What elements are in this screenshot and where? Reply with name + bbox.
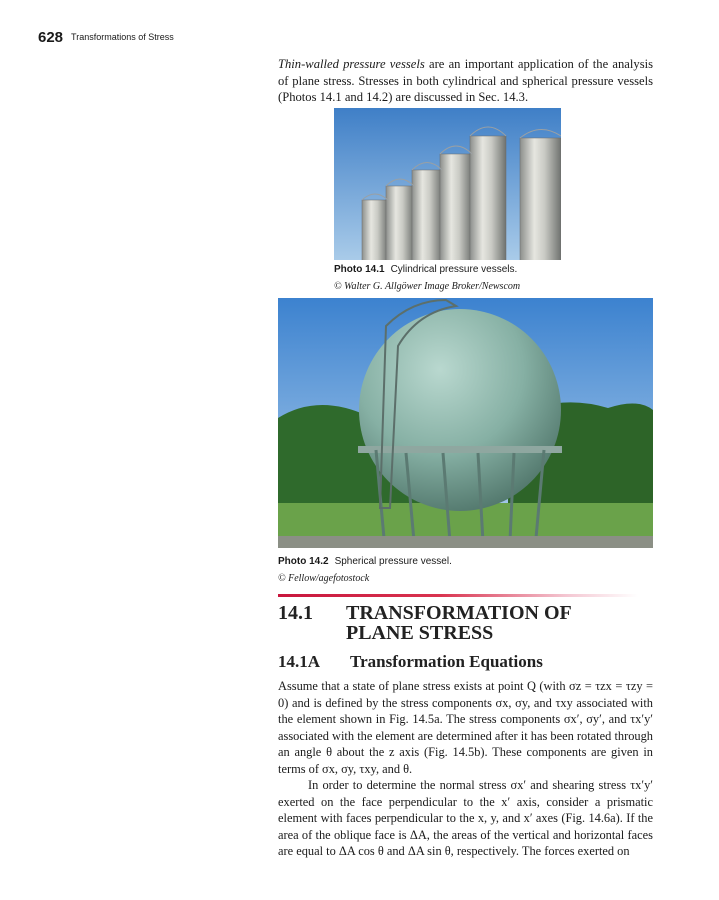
- subsection-number: 14.1A: [278, 652, 321, 671]
- section-title-line1: TRANSFORMATION OF: [346, 602, 572, 624]
- photo1-credit: © Walter G. Allgöwer Image Broker/Newscom: [334, 281, 521, 292]
- intro-italic-term: Thin-walled pressure vessels: [278, 57, 425, 71]
- running-title: Transformations of Stress: [71, 32, 174, 42]
- photo2-credit: © Fellow/agefotostock: [278, 573, 370, 584]
- body-paragraph: Assume that a state of plane stress exists at point Q (with σz = τzx = τzy = 0) and is defined by the stress components σx, σy, and τxy associated with the element shown in Fig. 14.5a. The stress components σx′, σy′, and τx′y′ associated with the element are determined after it has been rotated through an angle θ about the z axis (Fig. 14.5b). These components are given in terms of σx, σy, τxy, and θ.: [278, 679, 653, 776]
- photo-spherical-vessel: [278, 298, 653, 548]
- section-divider: [278, 594, 638, 597]
- photo-cylindrical-vessels: [334, 108, 561, 260]
- photo1-caption: [334, 264, 517, 275]
- page-number: 628: [38, 29, 64, 46]
- photo1-label: Photo 14.1: [334, 264, 385, 275]
- intro-paragraph: [278, 56, 653, 106]
- section-number: 14.1: [278, 602, 313, 624]
- body-paragraph: In order to determine the normal stress σx′ and shearing stress τx′y′ exerted on the face perpendicular to the x′ axis, consider a prismatic element with faces perpendicular to the x, y, and x′ axes (Fig. 14.6a). If the area of the oblique face is ΔA, the areas of the vertical and horizontal faces are equal to ΔA cos θ and ΔA sin θ, respectively. The forces exerted on: [278, 778, 653, 858]
- photo2-caption: [278, 556, 452, 567]
- section-heading: [278, 603, 572, 643]
- photo1-caption-text: Cylindrical pressure vessels.: [390, 264, 518, 275]
- section-title-line2: PLANE STRESS: [346, 622, 494, 644]
- subsection-heading: [278, 652, 543, 672]
- spherical-vessel-illustration: [278, 298, 653, 548]
- photo2-caption-text: Spherical pressure vessel.: [334, 556, 452, 567]
- intro-text: are an important application of the analysis of plane stress. Stresses in both cylindrical and spherical pressure vessels (Photos 14.1 and 14.2) are discussed in Sec. 14.3.: [278, 57, 653, 104]
- page-header: [38, 29, 174, 47]
- subsection-title: Transformation Equations: [350, 652, 543, 671]
- cylindrical-vessels-illustration: [334, 108, 561, 260]
- body-text: [278, 678, 653, 860]
- photo2-label: Photo 14.2: [278, 556, 329, 567]
